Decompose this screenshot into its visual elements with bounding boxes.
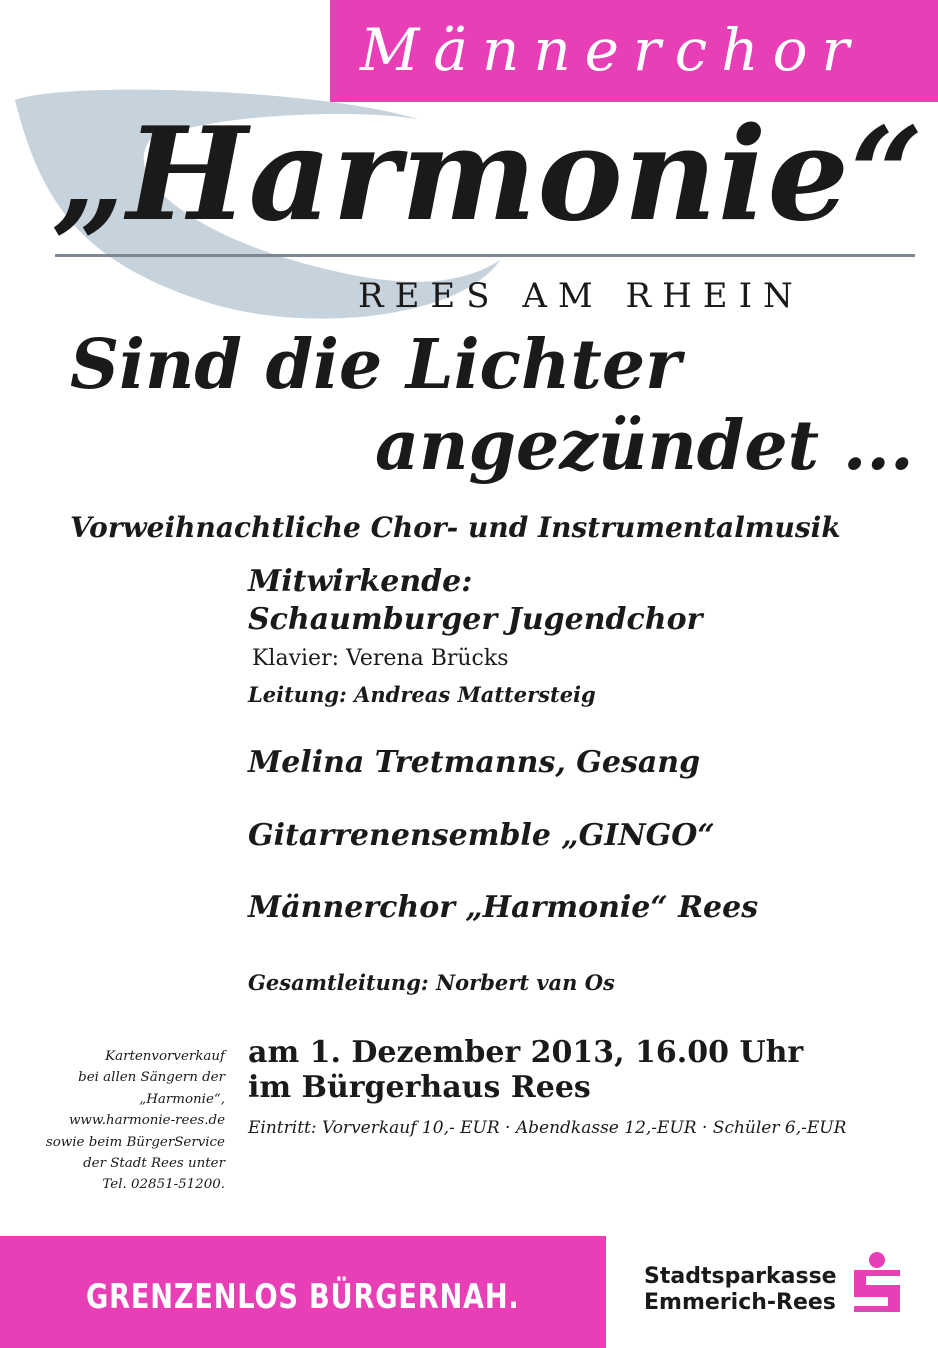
ticket-info-line: „Harmonie“, [139,1091,225,1107]
sponsor-name-line1: Stadtsparkasse [644,1264,837,1289]
ticket-info [20,1046,225,1196]
ticket-info-line: bei allen Sängern der [78,1070,225,1086]
performer-conductor: Leitung: Andreas Mattersteig [248,682,596,707]
location-subtitle: REES AM RHEIN [358,276,804,316]
performer-host-choir: Männerchor „Harmonie“ Rees [248,890,759,925]
ticket-info-line: sowie beim BürgerService [45,1134,225,1150]
title-divider [55,254,915,257]
sponsor-name [644,1264,837,1316]
overall-lead: Gesamtleitung: Norbert van Os [248,970,615,995]
performer-ensemble: Gitarrenensemble „GINGO“ [248,818,715,853]
sparkasse-s-logo-icon [848,1252,906,1316]
event-date: am 1. Dezember 2013, 16.00 Uhr [248,1035,804,1070]
performer-piano: Klavier: Verena Brücks [252,646,509,671]
event-headline-line2: angezündet ... [375,406,914,486]
performers-label: Mitwirkende: [248,564,473,599]
banner-choir-label: Männerchor [360,16,864,84]
event-headline-line1: Sind die Lichter [70,325,681,405]
performer-choir: Schaumburger Jugendchor [248,602,703,637]
sponsor-slogan: GRENZENLOS BÜRGERNAH. [86,1277,520,1317]
event-venue: im Bürgerhaus Rees [248,1070,591,1105]
ticket-info-phone: Tel. 02851-51200. [102,1177,225,1193]
performer-singer: Melina Tretmanns, Gesang [248,745,701,780]
sponsor-name-line2: Emmerich-Rees [644,1290,836,1315]
event-tagline: Vorweihnachtliche Chor- und Instrumentalmusik [70,511,841,544]
choir-title: „Harmonie“ [52,100,925,250]
ticket-info-line: Kartenvorverkauf [105,1049,225,1064]
admission-prices: Eintritt: Vorverkauf 10,- EUR · Abendkasse 12,-EUR · Schüler 6,-EUR [248,1118,847,1138]
ticket-info-website: www.harmonie-rees.de [68,1113,225,1129]
ticket-info-line: der Stadt Rees unter [83,1156,225,1172]
